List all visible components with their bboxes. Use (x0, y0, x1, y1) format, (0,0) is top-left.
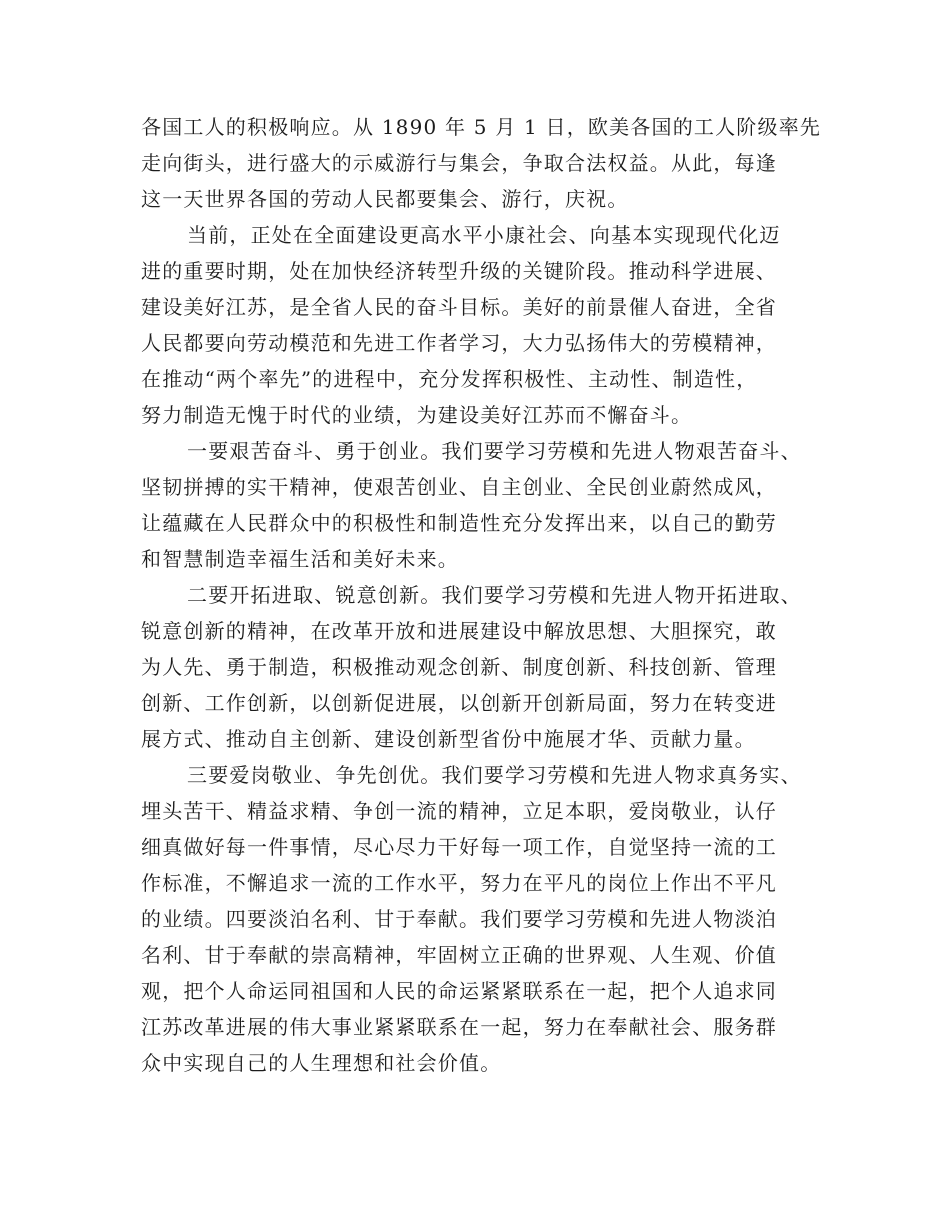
text-line: 进的重要时期，处在加快经济转型升级的关键阶段。推动科学进展、 (141, 259, 777, 283)
text-line: 埋头苦干、精益求精、争创一流的精神，立足本职，爱岗敬业，认仔 (141, 799, 777, 823)
text-line: 人民都要向劳动模范和先进工作者学习，大力弘扬伟大的劳模精神， (141, 331, 777, 355)
paragraph-first-line: 一要艰苦奋斗、勇于创业。我们要学习劳模和先进人物艰苦奋斗、 (187, 439, 802, 463)
text-line: 锐意创新的精神，在改革开放和进展建设中解放思想、大胆探究，敢 (141, 619, 777, 643)
text-line: 众中实现自己的人生理想和社会价值。 (141, 1051, 502, 1075)
text-line: 走向街头，进行盛大的示威游行与集会，争取合法权益。从此，每逢 (141, 151, 777, 175)
paragraph-first-line: 三要爱岗敬业、争先创优。我们要学习劳模和先进人物求真务实、 (187, 763, 802, 787)
text-line: 为人先、勇于制造，积极推动观念创新、制度创新、科技创新、管理 (141, 655, 777, 679)
text-line: 名利、甘于奉献的崇高精神，牢固树立正确的世界观、人生观、价值 (141, 943, 777, 967)
text-line: 和智慧制造幸福生活和美好未来。 (141, 547, 459, 571)
text-line: 让蕴藏在人民群众中的积极性和制造性充分发挥出来，以自己的勤劳 (141, 511, 777, 535)
text-line: 观，把个人命运同祖国和人民的命运紧紧联系在一起，把个人追求同 (141, 979, 777, 1003)
text-line: 江苏改革进展的伟大事业紧紧联系在一起，努力在奉献社会、服务群 (141, 1015, 777, 1039)
text-line: 努力制造无愧于时代的业绩，为建设美好江苏而不懈奋斗。 (141, 403, 693, 427)
text-line: 创新、工作创新，以创新促进展，以创新开创新局面，努力在转变进 (141, 691, 777, 715)
text-line: 坚韧拼搏的实干精神，使艰苦创业、自主创业、全民创业蔚然成风， (141, 475, 777, 499)
text-line: 展方式、推动自主创新、建设创新型省份中施展才华、贡献力量。 (141, 727, 756, 751)
text-line: 的业绩。四要淡泊名利、甘于奉献。我们要学习劳模和先进人物淡泊 (141, 907, 777, 931)
paragraph-first-line: 二要开拓进取、锐意创新。我们要学习劳模和先进人物开拓进取、 (187, 583, 802, 607)
text-line: 这一天世界各国的劳动人民都要集会、游行，庆祝。 (141, 187, 629, 211)
text-line: 作标准，不懈追求一流的工作水平，努力在平凡的岗位上作出不平凡 (141, 871, 777, 895)
text-line: 建设美好江苏，是全省人民的奋斗目标。美好的前景催人奋进，全省 (141, 295, 777, 319)
text-line: 在推动“两个率先”的进程中，充分发挥积极性、主动性、制造性， (141, 367, 758, 391)
text-line: 细真做好每一件事情，尽心尽力干好每一项工作，自觉坚持一流的工 (141, 835, 777, 859)
paragraph-first-line: 当前，正处在全面建设更高水平小康社会、向基本实现现代化迈 (187, 223, 781, 247)
text-line: 各国工人的积极响应。从 1890 年 5 月 1 日，欧美各国的工人阶级率先 (141, 115, 822, 139)
